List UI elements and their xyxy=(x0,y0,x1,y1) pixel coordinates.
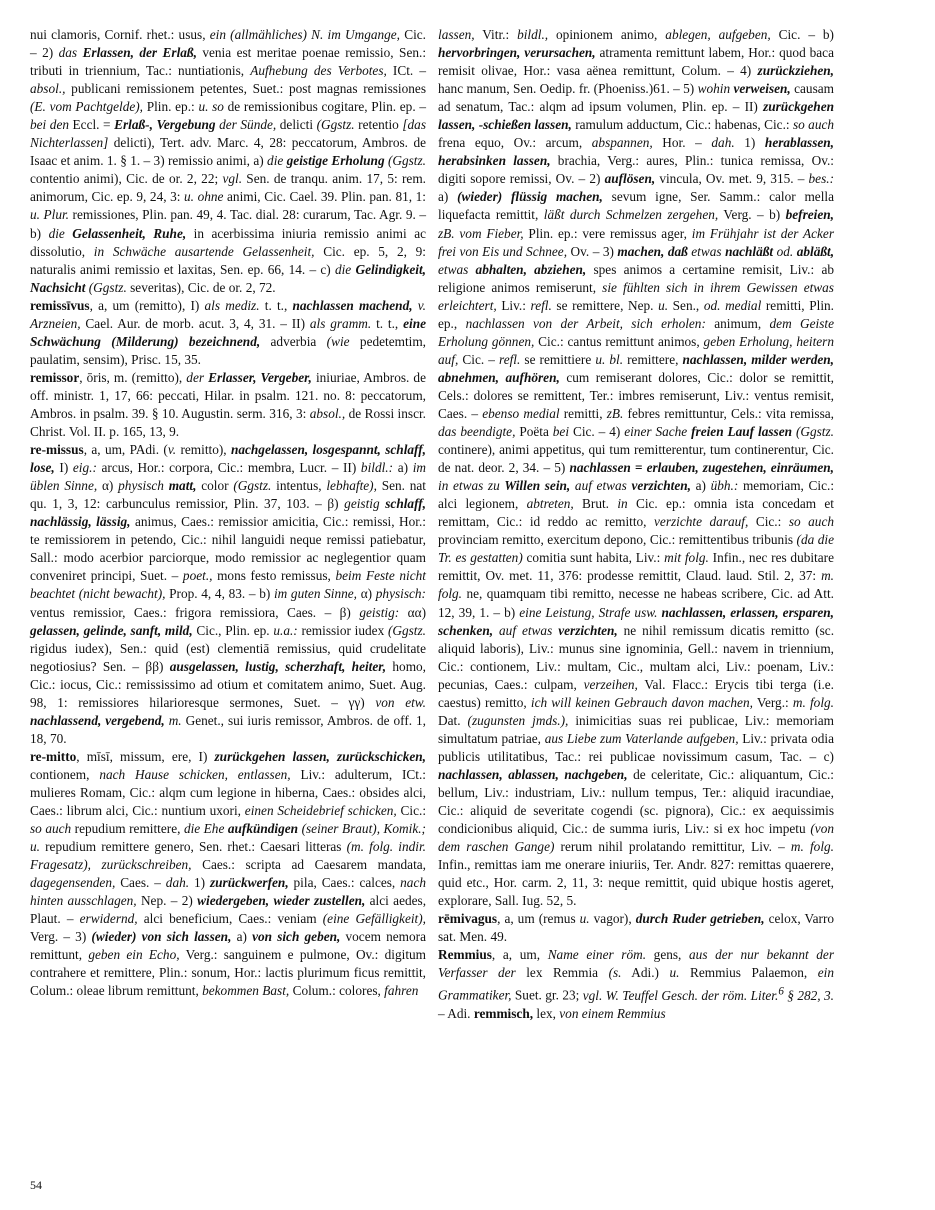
entry-remissivus: remissīvus, a, um (remitto), I) als mediz. t. t., nachlassen machend, v. Arzneien, Cael. Aur. de morb. acut. 3, 4, 31. – II) als gramm. t. t., eine Schwächung (Milderung) bezeichnend, adverbia (wie pedetemtim, paulatim, sensim), Prisc. 15, 35. xyxy=(30,297,427,367)
page-number: 54 xyxy=(30,1178,42,1192)
entry-remissus: re-missus, a, um, PAdi. (v. remitto), nachgelassen, losgespannt, schlaff, lose, I) eig.: arcus, Hor.: corpora, Cic.: membra, Lucr. – II) bildl.: a) im üblen Sinne, α) physisch matt, color (Ggstz. intentus, lebhafte), Sen. nat qu. 1, 3, 12: carbunculus remissior, Plin. 37, 103. – β) geistig schlaff, nachlässig, lässig, animus, Caes.: remissior amicitia, Cic.: remissi, Hor.: te remissiorem in petendo, Cic.: nihil languidi neque remissi patiebatur, Sall.: modo acerbior parciorque, modo remissior ac neglegentior quam conveniret principi, Suet. – poet., mons festo remissus, beim Feste nicht beachtet (nicht bewacht), Prop. 4, 4, 83. – b) im guten Sinne, α) physisch: ventus remissior, Caes.: frigora remissiora, Caes. – β) geistig: αα) gelassen, gelinde, sanft, mild, Cic., Plin. ep. u.a.: remissior iudex (Ggstz. rigidus iudex), Sen.: quid (est) clementiā remissius, quid crudelitate negotiosius? Sen. – ββ) ausgelassen, lustig, scherzhaft, heiter, homo, Cic.: iocus, Cic.: remississimo ad otium et comitatem animo, Suet. Aug. 98, 1: remissiores hilarioresque sermones, Suet. – γγ) von etw. nachlassend, vergebend, m. Genet., sui iuris remissor, Ambros. de off. 1, 18, 70. xyxy=(30,442,427,746)
entry-remissio-continued: nui clamoris, Cornif. rhet.: usus, ein (allmähliches) N. im Umgange, Cic. – 2) das Erlassen, der Erlaß, venia est meritae poenae remissio, Sen.: tributi in triennium, Tac.: nuntiationis, Aufhebung des Verbotes, ICt. – absol., publicani remissionem petentes, Suet.: post magnas remissiones (E. vom Pachtgelde), Plin. ep.: u. so de remissionibus cogitare, Plin. ep. – bei den Eccl. = Erlaß-, Vergebung der Sünde, delicti (Ggstz. retentio [das Nichterlassen] delicti), Tert. adv. Marc. 4, 28: peccatorum, Ambros. de Isaac et anim. 1. § 1. – 3) remissio animi, a) die geistige Erholung (Ggstz. contentio animi), Cic. de or. 2, 22; vgl. Sen. de tranqu. anim. 17, 5: rem. animorum, Cic. ep. 9, 24, 3: u. ohne animi, Cic. Cael. 39. Plin. pan. 81, 1: u. Plur. remissiones, Plin. pan. 49, 4. Tac. dial. 28: curarum, Tac. Agr. 9. – b) die Gelassenheit, Ruhe, in acerbissima iniuria remissio animi ac dissolutio, in Schwäche ausartende Gelassenheit, Cic. ep. 5, 2, 9: naturalis animi remissio et laxitas, Sen. ep. 66, 14. – c) die Gelindigkeit, Nachsicht (Ggstz. severitas), Cic. de or. 2, 72. xyxy=(30,27,427,295)
entry-remitto-continued: lassen, Vitr.: bildl., opinionem animo, ablegen, aufgeben, Cic. – b) hervorbringen, verursachen, atramenta remittunt labem, Hor.: quod baca remisit olivae, Hor.: vasa aënea remittunt, Colum. – 4) zurückziehen, hanc manum, Sen. Oedip. fr. (Phoeniss.)61. – 5) wohin verweisen, causam ad senatum, Tac.: alqm ad ipsum volumen, Plin. ep. – II) zurückgehen lassen, -schießen lassen, ramulum adductum, Cic.: habenas, Cic.: so auch frena equo, Ov.: arcum, abspannen, Hor. – dah. 1) herablassen, herabsinken lassen, brachia, Verg.: aures, Plin.: tunica remissa, Ov.: digiti sopore remissi, Ov. – 2) auflösen, vincula, Ov. met. 9, 315. – bes.: a) (wieder) flüssig machen, sevum igne, Ser. Samm.: calor mella liquefacta remittit, läßt durch Schmelzen zergehen, Verg. – b) befreien, zB. vom Fieber, Plin. ep.: vere remissus ager, im Frühjahr ist der Acker frei von Eis und Schnee, Ov. – 3) machen, daß etwas nachläßt od. abläßt, etwas abhalten, abziehen, spes animos a certamine remisit, Liv.: ab religione animos remiserunt, sie fühlten sich in ihrem Gewissen etwas erleichtert, Liv.: refl. se remittere, Nep. u. Sen., od. medial remitti, Plin. ep., nachlassen von der Arbeit, sich erholen: animum, dem Geiste Erholung gönnen, Cic.: cantus remittunt animos, geben Erholung, heitern auf, Cic. – refl. se remittiere u. bl. remittere, nachlassen, milder werden, abnehmen, aufhören, cum remiserant dolores, Cic.: dolor se remittit, Cels.: dolores se remittent, Ter.: imbres remiserunt, Liv.: ventus remisit, Caes. – ebenso medial remitti, zB. febres remittuntur, Cels.: vita remissa, das beendigte, Poëta bei Cic. – 4) einer Sache freien Lauf lassen (Ggstz. continere), animi appetitus, qui tum remitterentur, tum continerentur, Cic. de nat. deor. 2, 34. – 5) nachlassen = erlauben, zugestehen, einräumen, in etwas zu Willen sein, auf etwas verzichten, a) übh.: memoriam, Cic.: alci legionem, abtreten, Brut. in Cic. ep.: omnia ista concedam et remittam, Cic.: id reddo ac remitto, verzichte darauf, Cic.: so auch provinciam remitto, exercitum depono, Cic.: remittentibus tribunis (da die Tr. es gestatten) comitia sunt habita, Liv.: mit folg. Infin., nec res dubitare remittit, Ov. met. 11, 376: prodesse remittit, Claud. laud. Stil. 2, 37: m. folg. ne, quamquam tibi remitto, necesse ne habeas scribere, Cic. ad Att. 12, 39, 1. – b) eine Leistung, Strafe usw. nachlassen, erlassen, ersparen, schenken, auf etwas verzichten, ne nihil remissum dicatis remitto (sc. aliquid laboris), Liv.: munus sine ignominia, Gell.: navem in triennium, Cic.: contionem, Liv.: multam, Cic., multam alci, Liv.: poenam, Liv.: pecunias, Caes.: culpam, verzeihen, Val. Flacc.: Erycis tibi terga (i.e. caestus) remitto, ich will keinen Gebrauch davon machen, Verg.: m. folg. Dat. (zugunsten jmds.), inimicitias suas rei publicae, Liv.: memoriam simultatum patriae, aus Liebe zum Vaterlande aufgeben, Liv.: privata odia publicis utilitatibus, Tac.: rei publicae novissimum casum, Tac. – c) nachlassen, ablassen, nachgeben, de celeritate, Cic.: aliquantum, Cic.: bellum, Liv.: industriam, Liv.: nullum tempus, Ter.: aliquid iracundiae, Cic.: aliquid de severitate cogendi (sc. pignora), Cic.: ex aequissimis condicionibus aliquid, Cic.: de summa iuris, Liv.: si ex hoc impetu (von dem raschen Gange) rerum nihil prolatando remittitur, Liv. – m. folg. Infin., remittas iam me onerare iniuriis, Ter. Andr. 827: remittas quaerere, quid etc., Hor. carm. 2, 11, 3: neque remittit, quid ubique hostis ageret, explorare, Sall. Iug. 52, 5. xyxy=(438,27,835,909)
entry-remivagus: rēmivagus, a, um (remus u. vagor), durch Ruder getrieben, celox, Varro sat. Men. 49. xyxy=(438,911,835,945)
entry-remitto: re-mitto, mīsī, missum, ere, I) zurückgehen lassen, zurückschicken, contionem, nach Hause schicken, entlassen, Liv.: adulterum, ICt.: mulieres Romam, Cic.: alqm cum legione in hiberna, Caes.: obsides alci, Caes.: librum alci, Cic.: nuntium uxori, einen Scheidebrief schicken, Cic.: so auch repudium remittere, die Ehe aufkündigen (seiner Braut), Komik.; u. repudium remittere genero, Sen. rhet.: Caesari litteras (m. folg. indir. Fragesatz), zurückschreiben, Caes.: scripta ad Caesarem mandata, dagegensenden, Caes. – dah. 1) zurückwerfen, pila, Caes.: calces, nach hinten ausschlagen, Nep. – 2) wiedergeben, wieder zustellen, alci aedes, Plaut. – erwidernd, alci beneficium, Caes.: veniam (eine Gefälligkeit), Verg. – 3) (wieder) von sich lassen, a) von sich geben, vocem nemora remittunt, geben ein Echo, Verg.: sanguinem e pulmone, Ov.: digitum contrahere et remittere, Plin.: sonum, Hor.: lactis plurimum ficus remittit, Colum.: oleae librum remittunt, bekommen Bast, Colum.: colores, fahren xyxy=(30,748,427,999)
right-column xyxy=(438,26,834,1023)
left-column xyxy=(30,26,426,1001)
entry-remmius: Remmius, a, um, Name einer röm. gens, aus der nur bekannt der Verfasser der lex Remmia (s. Adi.) u. Remmius Palaemon, ein Grammatiker, Suet. gr. 23; vgl. W. Teuffel Gesch. der röm. Liter.$^6$ § 282, 3. – Adi. remmisch, lex, von einem Remmius xyxy=(438,947,835,1021)
entry-remissor: remissor, ōris, m. (remitto), der Erlasser, Vergeber, iniuriae, Ambros. de off. ministr. 1, 17, 66: peccati, Hilar. in psalm. 121. no. 8: peccatorum, Ambros. in psalm. 39. § 10. Augustin. serm. 316, 3: absol., de Rossi inscr. Christ. Vol. II. p. 165, 13, 9. xyxy=(30,369,426,440)
